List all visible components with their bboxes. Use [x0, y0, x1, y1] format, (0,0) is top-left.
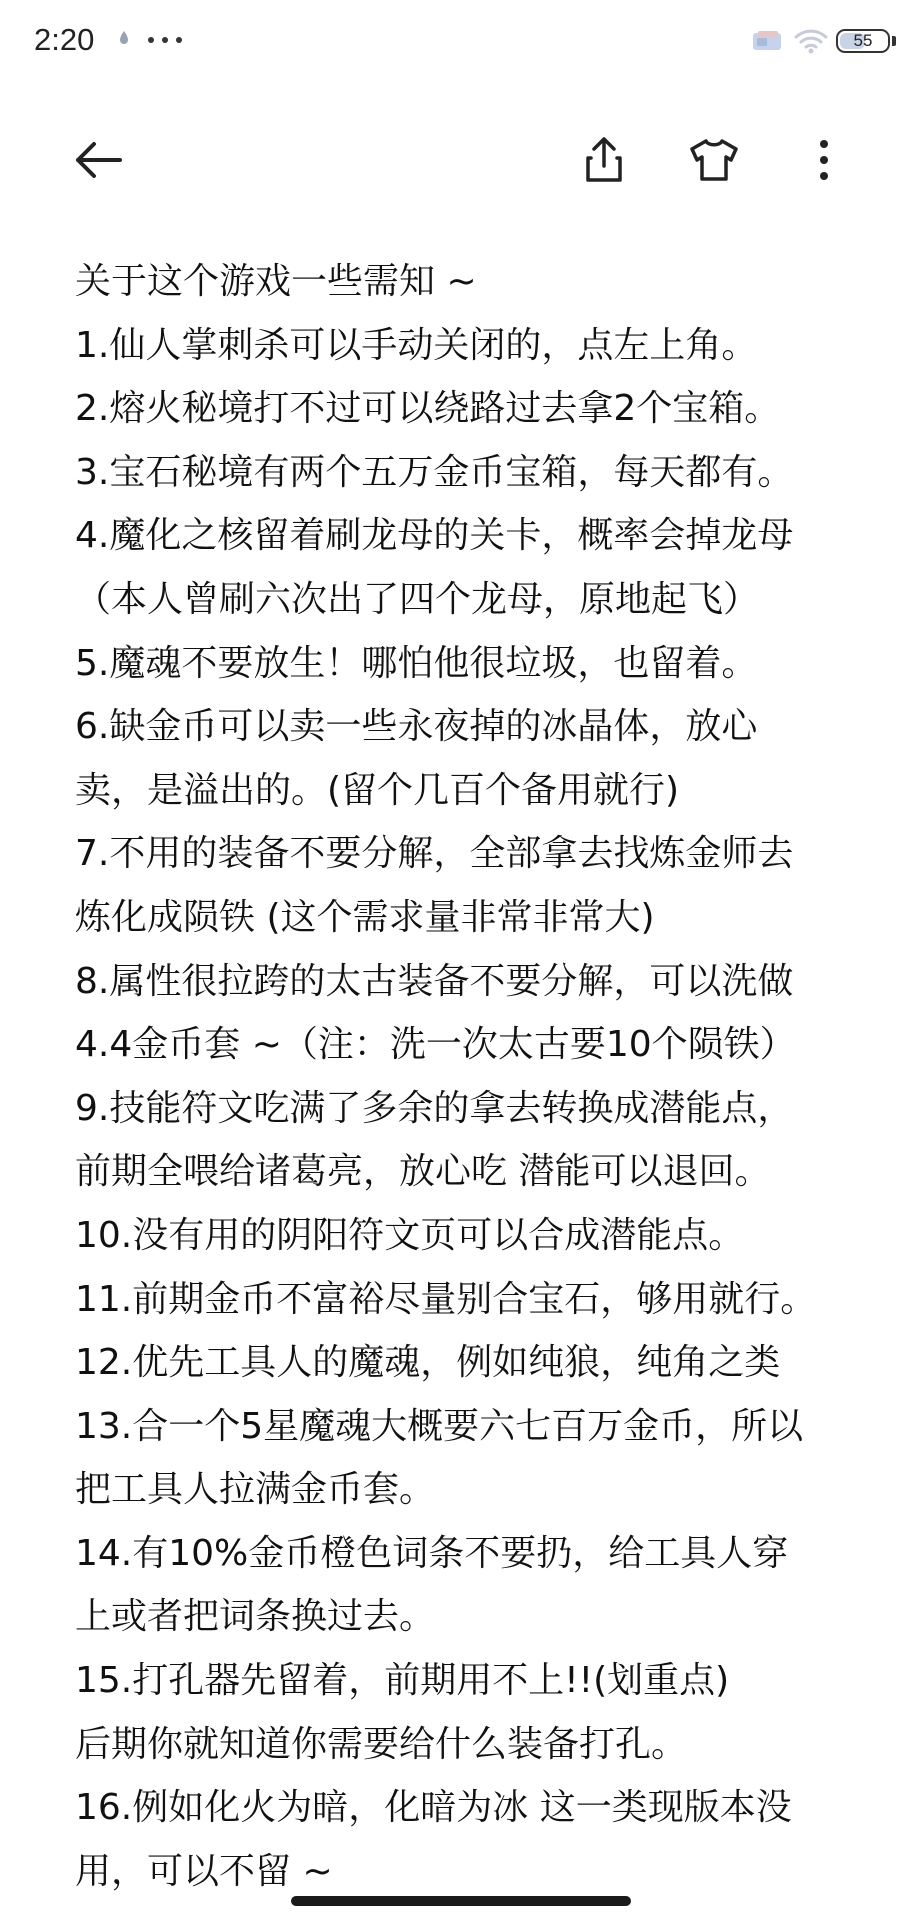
- note-line: 16.例如化火为暗，化暗为冰 这一类现版本没: [75, 1787, 792, 1829]
- signal-dot-icon: [118, 30, 130, 46]
- note-line: 3.宝石秘境有两个五万金币宝箱，每天都有。: [75, 451, 794, 493]
- note-line: 1.仙人掌刺杀可以手动关闭的，点左上角。: [75, 324, 758, 366]
- status-time: 2:20: [34, 22, 95, 57]
- note-line: 4.魔化之核留着刷龙母的关卡，概率会掉龙母: [75, 515, 794, 557]
- share-button[interactable]: [576, 132, 632, 188]
- note-line: 关于这个游戏一些需知 ~: [75, 261, 477, 302]
- tshirt-icon: [686, 132, 742, 188]
- note-line: 用，可以不留 ~: [75, 1850, 333, 1892]
- note-line: 12.优先工具人的魔魂，例如纯狼，纯角之类: [75, 1342, 781, 1384]
- note-line: 7.不用的装备不要分解，全部拿去找炼金师去: [75, 833, 794, 875]
- note-line: 10.没有用的阴阳符文页可以合成潜能点。: [75, 1214, 745, 1256]
- note-line: （本人曾刷六次出了四个龙母，原地起飞）: [75, 578, 760, 620]
- note-line: 8.属性很拉跨的太古装备不要分解，可以洗做: [75, 960, 794, 1002]
- note-line: 把工具人拉满金币套。: [75, 1469, 436, 1511]
- status-indicators: [752, 24, 896, 58]
- more-dots-icon: [148, 37, 182, 43]
- note-line: 卖，是溢出的。(留个几百个备用就行): [75, 769, 680, 811]
- app-bar: [0, 110, 922, 200]
- battery-cap: [892, 36, 896, 46]
- note-line: 15.打孔器先留着，前期用不上!!(划重点): [75, 1660, 730, 1702]
- more-options-button[interactable]: [796, 132, 852, 188]
- note-line: 5.魔魂不要放生！哪怕他很垃圾，也留着。: [75, 642, 758, 684]
- note-line: 11.前期金币不富裕尽量别合宝石，够用就行。: [75, 1278, 817, 1320]
- note-line: 2.熔火秘境打不过可以绕路过去拿2个宝箱。: [75, 388, 781, 430]
- theme-button[interactable]: [686, 132, 742, 188]
- note-line: 4.4金币套 ~（注：洗一次太古要10个陨铁）: [75, 1024, 796, 1066]
- battery-level: 55: [853, 31, 873, 50]
- note-line: 上或者把词条换过去。: [75, 1596, 436, 1638]
- note-line: 14.有10%金币橙色词条不要扔，给工具人穿: [75, 1532, 789, 1574]
- note-line: 6.缺金币可以卖一些永夜掉的冰晶体，放心: [75, 706, 758, 748]
- back-arrow-icon: [70, 132, 126, 188]
- more-vertical-icon: [796, 132, 852, 188]
- wifi-icon: [794, 28, 828, 54]
- note-line: 前期全喂给诸葛亮，放心吃 潜能可以退回。: [75, 1151, 771, 1193]
- note-line: 炼化成陨铁 (这个需求量非常非常大): [75, 896, 655, 938]
- battery-icon: [836, 29, 890, 53]
- sim-card-icon: [752, 30, 784, 52]
- note-line: 9.技能符文吃满了多余的拿去转换成潜能点，: [75, 1087, 794, 1129]
- note-body[interactable]: [75, 250, 875, 1903]
- note-line: 13.合一个5星魔魂大概要六七百万金币，所以: [75, 1405, 804, 1447]
- note-line: 后期你就知道你需要给什么装备打孔。: [75, 1723, 688, 1765]
- status-bar: [0, 0, 922, 82]
- share-icon: [576, 132, 632, 188]
- back-button[interactable]: [70, 132, 126, 188]
- home-indicator[interactable]: [291, 1896, 631, 1906]
